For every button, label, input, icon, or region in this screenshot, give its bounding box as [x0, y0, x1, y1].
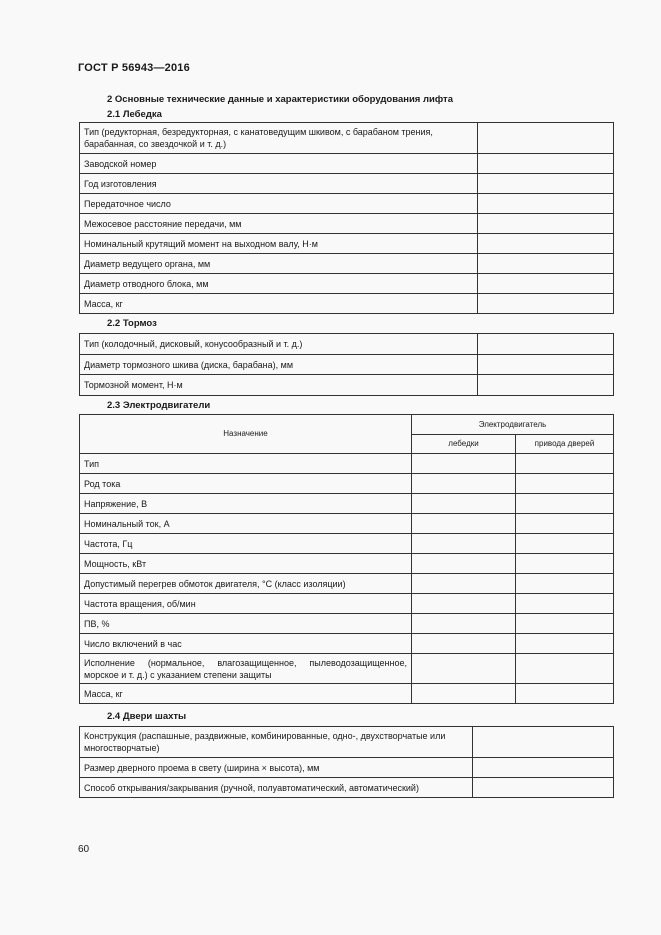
- row-label: Тип (колодочный, дисковый, конусообразный и т. д.): [80, 334, 478, 355]
- table-row: [80, 194, 614, 214]
- shaft-doors-table: [79, 726, 614, 798]
- row-label: Частота вращения, об/мин: [80, 594, 412, 614]
- value-cell: [412, 514, 516, 534]
- value-cell: [478, 174, 614, 194]
- value-cell: [478, 123, 614, 154]
- table-row: [80, 234, 614, 254]
- table-row: [80, 274, 614, 294]
- value-cell: [478, 274, 614, 294]
- value-cell: [516, 514, 614, 534]
- table-row: [80, 594, 614, 614]
- table-row: [80, 123, 614, 154]
- subsection-2-3-title: 2.3 Электродвигатели: [107, 400, 211, 411]
- row-label: Масса, кг: [80, 684, 412, 704]
- table-row: [80, 214, 614, 234]
- row-label: Мощность, кВт: [80, 554, 412, 574]
- value-cell: [516, 654, 614, 684]
- value-cell: [478, 214, 614, 234]
- value-cell: [412, 494, 516, 514]
- value-cell: [412, 594, 516, 614]
- value-cell: [412, 634, 516, 654]
- table-row: [80, 254, 614, 274]
- header-motor-group: Электродвигатель: [412, 415, 614, 435]
- header-winch: лебедки: [412, 435, 516, 454]
- row-label: Способ открывания/закрывания (ручной, полуавтоматический, автоматический): [80, 778, 473, 798]
- row-label: Размер дверного проема в свету (ширина × высота), мм: [80, 758, 473, 778]
- value-cell: [478, 375, 614, 396]
- table-row: [80, 375, 614, 396]
- table-row: [80, 727, 614, 758]
- table-row: [80, 758, 614, 778]
- value-cell: [473, 758, 614, 778]
- row-label: Заводской номер: [80, 154, 478, 174]
- value-cell: [412, 554, 516, 574]
- value-cell: [478, 194, 614, 214]
- value-cell: [516, 594, 614, 614]
- subsection-2-2-title: 2.2 Тормоз: [107, 318, 157, 329]
- value-cell: [516, 534, 614, 554]
- winch-table: [79, 122, 614, 314]
- header-door-drive: привода дверей: [516, 435, 614, 454]
- brake-table: [79, 333, 614, 396]
- value-cell: [516, 634, 614, 654]
- row-label: Передаточное число: [80, 194, 478, 214]
- value-cell: [412, 454, 516, 474]
- value-cell: [516, 494, 614, 514]
- table-row: [80, 474, 614, 494]
- value-cell: [412, 654, 516, 684]
- table-row: [80, 494, 614, 514]
- row-label: Род тока: [80, 474, 412, 494]
- row-label: Тормозной момент, Н·м: [80, 375, 478, 396]
- row-label: Тип: [80, 454, 412, 474]
- value-cell: [412, 534, 516, 554]
- table-row: [80, 778, 614, 798]
- value-cell: [516, 684, 614, 704]
- row-label: Исполнение (нормальное, влагозащищенное, пылеводозащищенное, морское и т. д.) с указанием степени защиты: [80, 654, 412, 684]
- value-cell: [473, 727, 614, 758]
- value-cell: [478, 355, 614, 375]
- table-row: [80, 554, 614, 574]
- value-cell: [412, 684, 516, 704]
- value-cell: [516, 554, 614, 574]
- section-title: 2 Основные технические данные и характеристики оборудования лифта: [107, 94, 453, 105]
- value-cell: [516, 454, 614, 474]
- table-row: [80, 574, 614, 594]
- table-row: [80, 634, 614, 654]
- row-label: Год изготовления: [80, 174, 478, 194]
- row-label: Диаметр тормозного шкива (диска, барабана), мм: [80, 355, 478, 375]
- value-cell: [473, 778, 614, 798]
- table-row: [80, 514, 614, 534]
- row-label: ПВ, %: [80, 614, 412, 634]
- row-label: Допустимый перегрев обмоток двигателя, °С (класс изоляции): [80, 574, 412, 594]
- subsection-2-4-title: 2.4 Двери шахты: [107, 711, 187, 722]
- table-row: [80, 174, 614, 194]
- value-cell: [516, 474, 614, 494]
- page-number: 60: [78, 844, 90, 855]
- row-label: Конструкция (распашные, раздвижные, комбинированные, одно-, двухстворчатые или многостворчатые): [80, 727, 473, 758]
- table-row: [80, 454, 614, 474]
- table-header-row: [80, 415, 614, 435]
- value-cell: [478, 154, 614, 174]
- value-cell: [478, 334, 614, 355]
- value-cell: [412, 474, 516, 494]
- header-purpose: Назначение: [80, 415, 412, 454]
- row-label: Номинальный крутящий момент на выходном валу, Н·м: [80, 234, 478, 254]
- value-cell: [516, 574, 614, 594]
- row-label: Напряжение, В: [80, 494, 412, 514]
- row-label: Межосевое расстояние передачи, мм: [80, 214, 478, 234]
- table-row: [80, 534, 614, 554]
- table-row: [80, 654, 614, 684]
- value-cell: [412, 614, 516, 634]
- row-label: Тип (редукторная, безредукторная, с канатоведущим шкивом, с барабаном трения, барабанная, со звездочкой и т. д.): [80, 123, 478, 154]
- row-label: Частота, Гц: [80, 534, 412, 554]
- table-row: [80, 684, 614, 704]
- subsection-2-1-title: 2.1 Лебедка: [107, 109, 162, 120]
- value-cell: [516, 614, 614, 634]
- row-label: Номинальный ток, А: [80, 514, 412, 534]
- table-row: [80, 334, 614, 355]
- row-label: Число включений в час: [80, 634, 412, 654]
- value-cell: [478, 234, 614, 254]
- table-row: [80, 294, 614, 314]
- row-label: Диаметр отводного блока, мм: [80, 274, 478, 294]
- table-row: [80, 355, 614, 375]
- table-row: [80, 614, 614, 634]
- table-row: [80, 154, 614, 174]
- row-label: Масса, кг: [80, 294, 478, 314]
- document-header: ГОСТ Р 56943—2016: [78, 62, 190, 74]
- value-cell: [478, 294, 614, 314]
- value-cell: [478, 254, 614, 274]
- motors-table: [79, 414, 614, 704]
- value-cell: [412, 574, 516, 594]
- row-label: Диаметр ведущего органа, мм: [80, 254, 478, 274]
